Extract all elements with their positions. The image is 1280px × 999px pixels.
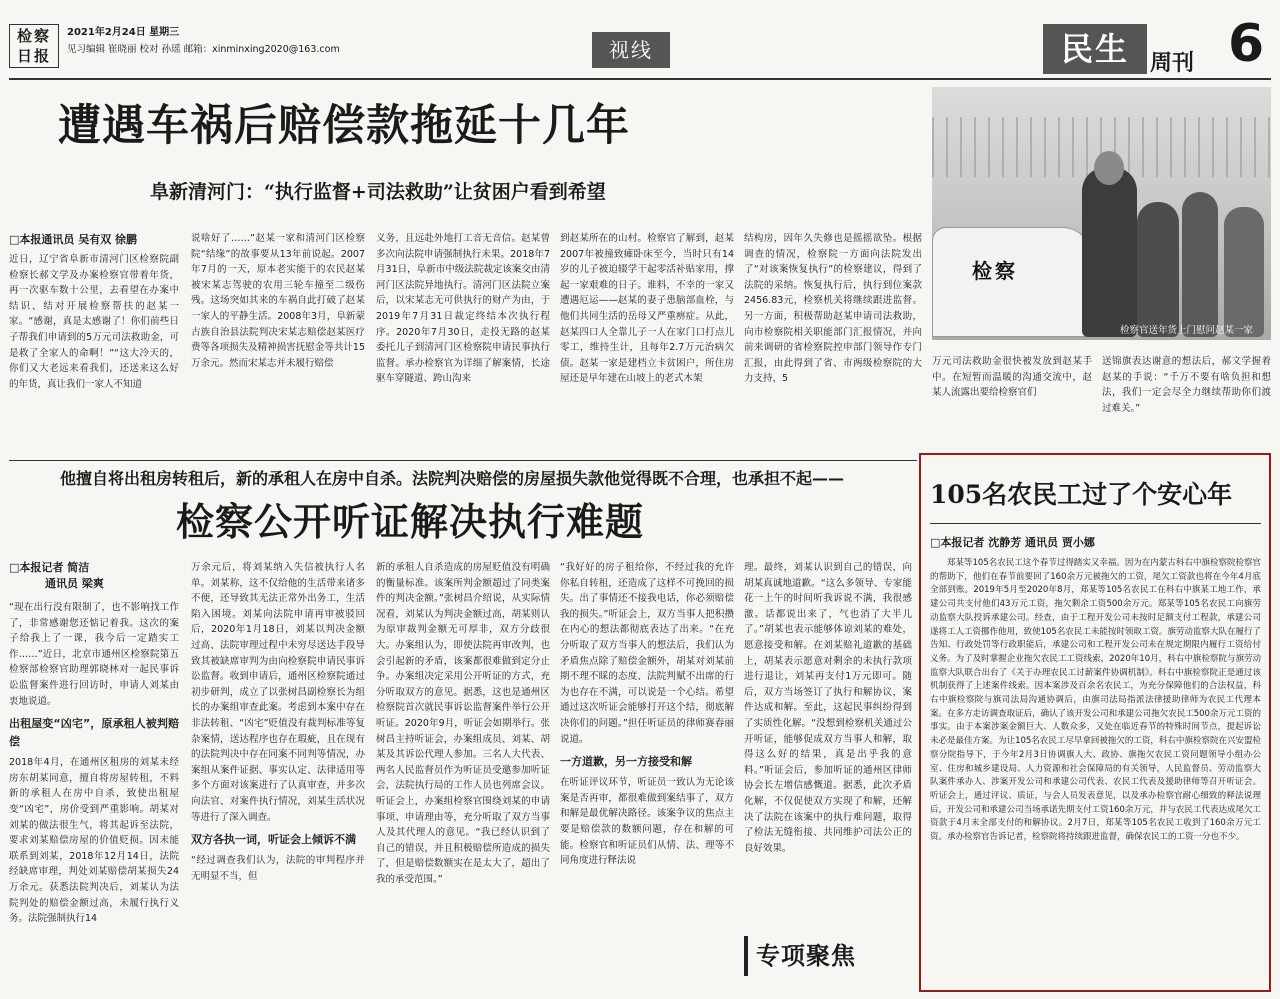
section-name: 民生 <box>1043 24 1147 74</box>
section-sub: 周刊 <box>1150 50 1195 76</box>
story1-col5: 结构房，因年久失修也是摇摇欲坠。根据调查的情况，检察院一方面向法院发出了“对该案恢复执行”的检察建议，得到了法院的采纳。恢复执行后，执行到位案款2456.83元，检察机关将继续跟进监督。另一方面，积极帮助赵某申请司法救助，向市检察院相关职能部门汇报情况，并向前来调研的省检察院控申部门领导作专门汇报，由此得到了省、市两级检察院的大力支持，5 <box>744 233 922 385</box>
story2-byline <box>9 560 179 592</box>
masthead-date: 2021年2月24日 星期三 <box>67 27 180 38</box>
masthead-logo: 检察日报 <box>9 24 59 68</box>
car-label: 检察 <box>972 259 1018 283</box>
story2-subhead-3: 一方道歉，另一方接受和解 <box>560 755 692 769</box>
story1-title: 遭遇车祸后赔偿款拖延十几年 <box>58 101 630 151</box>
story1-col4: 到赵某所在的山村。检察官了解到，赵某2007年被撞致瘫卧床至今，当时只有14岁的儿子被迫辍学干起零活补贴家用，撑起一家艰难的日子。谁料，不幸的一家又遭遇厄运——赵某的妻子患脑部血栓，与他们共同生活的岳母又严重痹症。从此，赵某四口人全靠儿子一人在家门口打点儿零工，维持生计，且每年2.7万元治病欠债。赵某一家是建档立卡贫困户，所住房屋还是早年建在山坡上的老式木架 <box>560 233 734 385</box>
story-divider <box>9 460 917 461</box>
story1-byline: □本报通讯员 吴有双 徐鹏 <box>9 233 138 246</box>
photo-caption: 检察官送年货上门慰问赵某一家 <box>1119 325 1253 336</box>
story3-title: 105名农民工过了个安心年 <box>930 480 1233 509</box>
story1-subtitle: 阜新清河门：“执行监督+司法救助”让贫困户看到希望 <box>150 181 606 203</box>
story2-kicker: 他擅自将出租房转租后，新的承租人在房中自杀。法院判决赔偿的房屋损失款他觉得既不合理，也承担不起—— <box>60 469 845 488</box>
byline-correspondent: 通讯员 梁爽 <box>45 577 104 590</box>
story2-col4a: “我好好的房子租给你，不经过我的允许你私自转租，还造成了这样不可挽回的损失。出了事情还不接我电话，你必须赔偿我的损失。”听证会上，双方当事人把积攒在内心的想法都彻底表达了出来。“在充分听取了双方当事人的想法后，我们认为矛盾焦点除了赔偿金额外，胡某对刘某前期不理不睬的态度、法院判赋不出席的行为也存在不满，可以说是一个心结。希望通过这次听证会能够打开这个结，彻底解决你们的问题。”担任听证员的律师赛春丽说道。 <box>560 562 734 745</box>
story2-col5: 理。最终，刘某认识到自己的错误，向胡某真诚地道歉。“这么多领导、专家能花一上午的时间听我诉说不满，我很感激。话都说出来了，气也消了大半儿了。”胡某也表示能够体谅刘某的难处，愿意接受和解。在刘某赔礼道歉的基础上，胡某表示愿意对剩余的未执行款项进行退让，刘某再支付1万元即可。随后，双方当场签订了执行和解协议，案件达成和解。至此，这起民事纠纷得到了实质性化解。“没想到检察机关通过公开听证，能够促成双方当事人和解，取得这么好的结果，真是出乎我的意料。”听证会后，参加听证的通州区律师协会长左增信感慨道。据悉，此次矛盾化解，不仅促使双方实现了和解，还解决了法院在该案中的执行难问题，取得了检法无缝衔接、共同维护司法公正的良好效果。 <box>744 562 912 854</box>
masthead-editors: 见习编辑 崔晓丽 校对 孙瑶 邮箱：xinminxing2020@163.com <box>67 44 340 55</box>
story2-col2 <box>191 560 365 992</box>
story3-body: 郑某等105名农民工这个春节过得踏实又幸福。因为在内蒙古科右中旗检察院检察官的帮助下，他们在春节前要回了160余万元被拖欠的工资，尾欠工资款也将在今年4月底全部到账。2019年5月至2020年8月，郑某等105名农民工在科右中旗某工地工作，承建公司共支付他们43万元工资，拖欠剩余工资500余万元。郑某等105名农民工向旗劳动监察大队投诉承建公司。经查，由于工程开发公司未按时足额支付工程款，承建公司遂将工人工资挪作他用，致使105名农民工未能按时领取工资。旗劳动监察大队在履行了告知、行政处罚等行政职能后，承建公司和工程开发公司未在规定期限内履行工资给付义务。为了及时掌握企业拖欠农民工工资线索，2020年10月，科右中旗检察院与旗劳动监察大队联合出台了《关于办理农民工讨薪案件协调机制》。科右中旗检察院正是通过该机制获得了上述案件线索。因本案涉及百余名农民工，为充分保障他们的合法权益，科右中旗检察院与旗司法局沟通协调后，由旗司法局指派法律援助律师为农民工代理本案。在多方走访调查取证后，确认了该开发公司和承建公司拖欠农民工500余万元工资的事实。由于本案涉案金额巨大、人数众多，又处在临近春节的特殊时间节点，提起诉讼未必是最佳方案。为让105名农民工尽早拿回被拖欠的工资，科右中旗检察院在兴安盟检察分院指导下，于今年2月3日协调旗人大、政协、旗拖欠农民工资问题领导小组办公室、住房和城乡建设局、人力资源和社会保障局的有关领导，人民监督员、劳动监察大队案件承办人、涉案开发公司和承建公司代表、农民工代表及援助律师等召开听证会。听证会上，通过评议、质证，与会人员发表意见，以及承办检察官耐心细致的释法说理后，开发公司和承建公司当场承诺先期支付工资160余万元，并与农民工代表达成尾欠工资款于4月末全部支付的和解协议。2月7日，郑某等105名农民工收到了160余万元工资。承办检察官告诉记者，检察院将持续跟进监督，确保农民工的工资一分也不少。 <box>930 558 1261 843</box>
story2-col1a: “现在出行没有限制了，也不影响找工作了，非常感谢您还惦记着我。这次的案子给我上了一课，我今后一定踏实工作……”近日，北京市通州区检察院第五检察部检察官助理郭晓林对一起民事诉讼监督案件进行回访时，申请人刘某由衷地说道。 <box>9 602 179 707</box>
story1-col1: 近日，辽宁省阜新市清河门区检察院副检察长郝文学及办案检察官带着年货，再一次驱车数十公里，去看望在办案中结识、结对开展检察帮扶的赵某一家。“感谢，真是太感谢了！你们前些日子帮我们申请到的5万元司法救助金，可是救了全家人的命啊！”“这大冷天的，你们又大老远来看我们，还送来这么好的年货，真让我们一家人不知道 <box>9 254 179 390</box>
story2-subhead-2: 双方各执一词，听证会上倾诉不满 <box>191 833 356 847</box>
story2-col4b: 在听证评议环节，听证员一致认为无论该案是否再审，都很难做到案结事了，双方和解是最优解决路径。该案争议的焦点主要是赔偿款的数额问题，存在和解的可能。检察官和听证员们从情、法、理等不同角度进行释法说 <box>560 777 734 867</box>
story1-photo <box>932 87 1271 340</box>
story3-rule <box>930 523 1261 524</box>
story2-col1 <box>9 600 179 992</box>
story2-subhead-1: 出租屋变“凶宅”，原承租人被判赔偿 <box>9 717 179 749</box>
special-focus-logo: 专项聚焦 <box>744 936 912 976</box>
page-number: 6 <box>1228 14 1265 74</box>
story3-byline: □本报记者 沈静芳 通讯员 贾小娜 <box>930 536 1095 549</box>
byline-reporter: □本报记者 简洁 <box>9 561 90 574</box>
story2-title: 检察公开听证解决执行难题 <box>176 499 645 544</box>
story1-col3: 义务，且远赴外地打工音无音信。赵某曾多次向法院申请强制执行未果。2018年7月31日，阜新市中级法院裁定该案交由清河门区法院异地执行。清河门区法院立案后，以宋某志无可供执行的财产为由，于2019年7月31日裁定终结本次执行程序。2020年7月30日，走投无路的赵某委托儿子到清河门区检察院申请民事执行监督。承办检察官为详细了解案情，长途驱车穿隧道、跨山沟来 <box>376 233 550 385</box>
story2-col2a: 万余元后，将刘某纳入失信被执行人名单。刘某称，这不仅给他的生活带来诸多不便，还导致其无法正常外出务工，生活陷入困境。刘某向法院申请再审被驳回后，2020年1月18日，刘某以判决金额过高、法院审理过程中未穷尽送达手段导致其被缺席审判为由向检察院申请民事诉讼监督。收到申请后，通州区检察院通过初步研判，成立了以张树昌副检察长为组长的办案组审查此案。考虑到本案中存在非法转租、“凶宅”贬值没有裁判标准等复杂案情，送达程序也存在瑕疵，且在现有的法院判决中存在同案不同判等情况，办案组从案件证据、事实认定、法律适用等多个方面对该案进行了认真审查，并多次向法官、对案件执行情况，刘某生活状况等进行了深入调查。 <box>191 562 365 823</box>
story2-col4 <box>560 560 734 992</box>
story1-col7: 送锦旗表达谢意的想法后，郝文学握着赵某的手说：“千万不要有啥负担和想法，我们一定会尽全力继续帮助你们渡过难关。” <box>1102 356 1271 414</box>
story2-col2b: “经过调查我们认为，法院的审判程序并无明显不当，但 <box>191 855 365 882</box>
story2-col3: 新的承租人自杀造成的房屋贬值没有明确的衡量标准。该案所判金额超过了同类案件的判决金额。”张树昌介绍说，从实际情况看，刘某认为判决金额过高，胡某则认为原审裁判金额无可厚非，双方分歧很大。办案组认为，即使法院再审改判，也会引起新的矛盾，该案都很难做到定分止争。办案组决定采用公开听证的方式，充分听取双方的意见。据悉，这也是通州区检察院首次就民事诉讼监督案件举行公开听证。2020年9月，听证会如期举行。张树昌主持听证会，办案组成员、刘某、胡某及其诉讼代理人参加。三名人大代表、两名人民监督员作为听证员受邀参加听证会，法院执行局的工作人员也列席会议。听证会上，办案组检察官围绕刘某的申请事项、申请理由等，充分听取了双方当事人及其代理人的意见。“我已经认识到了自己的错误，并且积极赔偿所造成的损失了，但是赔偿数额实在是太大了，超出了我的承受范围。” <box>376 562 550 885</box>
story1-col6: 万元司法救助金很快被发放到赵某手中。在短暂而温暖的沟通交流中，赵某人流露出要给检察官们 <box>932 356 1092 399</box>
story1-col2: 说啥好了……”赵某一家和清河门区检察院“结缘”的故事要从13年前说起。2007年7月的一天，原本老实能干的农民赵某被宋某志驾驶的农用三轮车撞至二级伤残。这场突如其来的车祸自此打破了赵某一家人的平静生活。2008年3月，阜新蒙古族自治县法院判决宋某志赔偿赵某医疗费等各项损失及精神损害抚慰金等共计15万余元。然而宋某志并未履行赔偿 <box>191 233 365 369</box>
masthead-rule <box>9 78 1271 80</box>
story2-col1b: 2018年4月，在通州区租房的刘某未经房东胡某同意，擅自将房屋转租，不料新的承租人在房中自杀，致使出租屋变“凶宅”，房价受到严重影响。胡某对刘某的做法很生气，将其起诉至法院，要求刘某赔偿房屋的价值贬损。因未能联系到刘某，2018年12月14日，法院经缺席审理，判处刘某赔偿胡某损失24万余元。获悉法院判决后，刘某认为法院判处的赔偿金额过高，未履行执行义务。法院强制执行14 <box>9 757 179 925</box>
section-tag: 视线 <box>592 32 670 68</box>
